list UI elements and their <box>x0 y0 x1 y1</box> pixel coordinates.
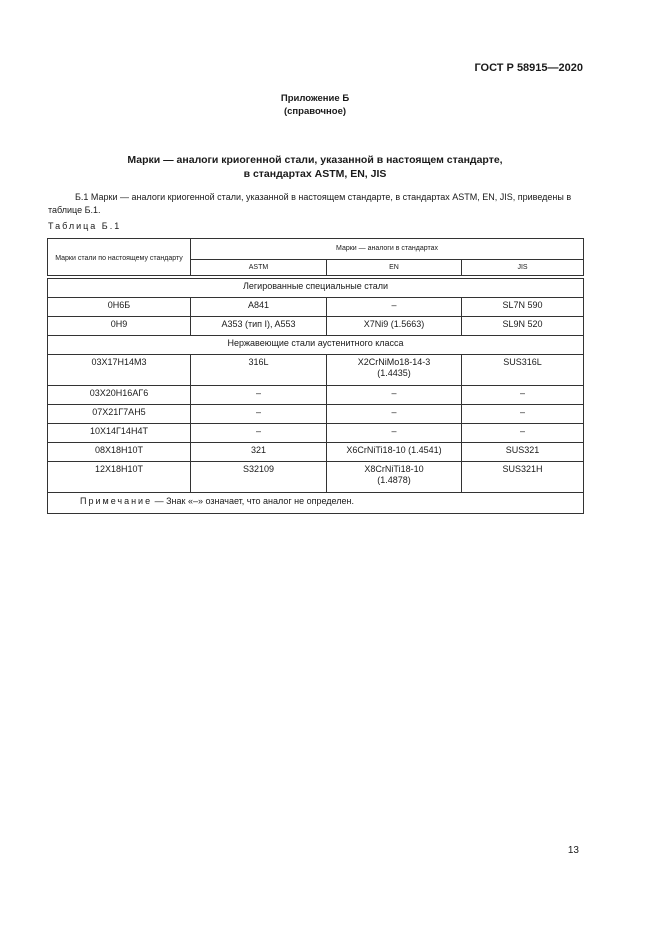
cell-grade: 03Х20Н16АГ6 <box>48 386 191 405</box>
cell-grade: 03Х17Н14М3 <box>48 355 191 386</box>
table-header-row <box>48 239 584 260</box>
cell-jis: – <box>462 386 584 405</box>
table-row <box>48 424 584 443</box>
column-header-analogs: Марки — аналоги в стандартах <box>191 239 584 260</box>
cell-grade: 12Х18Н10Т <box>48 462 191 493</box>
cell-en: – <box>327 424 462 443</box>
table-row <box>48 298 584 317</box>
cell-en-line2: (1.4878) <box>377 475 411 485</box>
section-label: Нержавеющие стали аустенитного класса <box>48 336 584 355</box>
cell-en: – <box>327 298 462 317</box>
section-heading-line2: в стандартах ASTM, EN, JIS <box>243 168 387 180</box>
cell-en <box>327 462 462 493</box>
cell-astm: A353 (тип I), A553 <box>191 317 327 336</box>
cell-grade: 08Х18Н10Т <box>48 443 191 462</box>
cell-astm: – <box>191 424 327 443</box>
note-text: — Знак «–» означает, что аналог не определен. <box>152 496 354 506</box>
cell-astm: S32109 <box>191 462 327 493</box>
cell-en-line1: X8CrNiTi18-10 <box>364 464 424 474</box>
standard-code: ГОСТ Р 58915—2020 <box>474 62 583 74</box>
cell-astm: 321 <box>191 443 327 462</box>
cell-jis: SUS316L <box>462 355 584 386</box>
cell-jis: – <box>462 405 584 424</box>
cell-jis: SL7N 590 <box>462 298 584 317</box>
cell-en: – <box>327 405 462 424</box>
cell-astm: – <box>191 405 327 424</box>
table-note-row <box>48 493 584 514</box>
annex-title-block <box>0 92 630 118</box>
table-row <box>48 355 584 386</box>
cell-astm: A841 <box>191 298 327 317</box>
table-row <box>48 386 584 405</box>
cell-astm: – <box>191 386 327 405</box>
cell-jis: SUS321H <box>462 462 584 493</box>
analog-grades-table <box>47 238 584 514</box>
intro-paragraph: Б.1 Марки — аналоги криогенной стали, указанной в настоящем стандарте, в стандартах ASTM, EN, JIS, приведены в таблице Б.1. <box>48 192 572 215</box>
cell-en: – <box>327 386 462 405</box>
table-row <box>48 317 584 336</box>
section-heading <box>0 153 630 181</box>
cell-en-line2: (1.4435) <box>377 368 411 378</box>
section-row-austenitic <box>48 336 584 355</box>
cell-astm: 316L <box>191 355 327 386</box>
column-header-jis: JIS <box>462 260 584 276</box>
annex-title: Приложение Б <box>280 93 350 104</box>
cell-jis: SUS321 <box>462 443 584 462</box>
cell-grade: 0Н6Б <box>48 298 191 317</box>
table-note <box>48 493 584 514</box>
column-header-en: EN <box>327 260 462 276</box>
note-label: Примечание <box>80 496 153 506</box>
cell-grade: 10Х14Г14Н4Т <box>48 424 191 443</box>
cell-en <box>327 355 462 386</box>
cell-en: X6CrNiTi18-10 (1.4541) <box>327 443 462 462</box>
cell-en: X7Ni9 (1.5663) <box>327 317 462 336</box>
table-row <box>48 443 584 462</box>
cell-jis: – <box>462 424 584 443</box>
table-row <box>48 405 584 424</box>
table-caption: Таблица Б.1 <box>48 221 122 231</box>
cell-en-line1: X2CrNiMo18-14-3 <box>357 357 431 367</box>
table-row <box>48 462 584 493</box>
cell-grade: 07Х21Г7АН5 <box>48 405 191 424</box>
annex-type: (справочное) <box>283 106 347 117</box>
page-number: 13 <box>567 845 579 856</box>
section-row-alloyed <box>48 279 584 298</box>
column-header-astm: ASTM <box>191 260 327 276</box>
column-header-grade: Марки стали по настоящему стандарту <box>48 239 191 276</box>
cell-grade: 0Н9 <box>48 317 191 336</box>
section-heading-line1: Марки — аналоги криогенной стали, указанной в настоящем стандарте, <box>127 154 503 166</box>
cell-jis: SL9N 520 <box>462 317 584 336</box>
section-label: Легированные специальные стали <box>48 279 584 298</box>
